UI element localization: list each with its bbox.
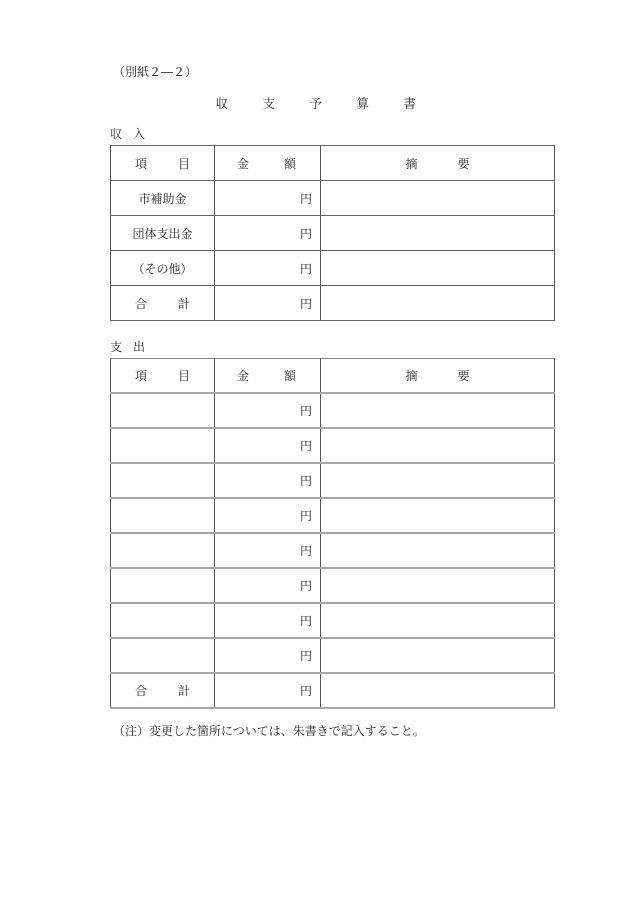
title-char: 算 — [356, 96, 370, 111]
total-summary-cell[interactable] — [321, 673, 555, 708]
table-header-row — [111, 146, 555, 181]
table-row — [111, 216, 555, 251]
amount-cell[interactable]: 円 — [215, 428, 321, 463]
summary-cell[interactable] — [321, 498, 555, 533]
summary-cell[interactable] — [321, 251, 555, 286]
summary-cell[interactable] — [321, 216, 555, 251]
total-label-cell: 合 計 — [111, 286, 215, 321]
table-header-row — [111, 359, 555, 394]
header-item: 項 目 — [111, 359, 215, 394]
amount-cell[interactable]: 円 — [215, 463, 321, 498]
table-row — [111, 533, 555, 568]
document-title — [0, 94, 630, 112]
table-row — [111, 568, 555, 603]
amount-cell[interactable]: 円 — [215, 498, 321, 533]
title-char: 支 — [262, 96, 276, 111]
amount-cell[interactable]: 円 — [215, 638, 321, 673]
table-row — [111, 181, 555, 216]
table-row — [111, 251, 555, 286]
table-row — [111, 638, 555, 673]
summary-cell[interactable] — [321, 603, 555, 638]
total-summary-cell[interactable] — [321, 286, 555, 321]
total-amount-cell[interactable]: 円 — [215, 673, 321, 708]
total-row — [111, 286, 555, 321]
item-cell[interactable] — [111, 638, 215, 673]
amount-cell[interactable]: 円 — [215, 393, 321, 428]
table-row — [111, 498, 555, 533]
total-row — [111, 673, 555, 708]
item-cell[interactable]: 市補助金 — [111, 181, 215, 216]
summary-cell[interactable] — [321, 393, 555, 428]
item-cell[interactable] — [111, 463, 215, 498]
income-table — [110, 145, 555, 321]
header-amount: 金 額 — [215, 359, 321, 394]
summary-cell[interactable] — [321, 568, 555, 603]
header-amount: 金 額 — [215, 146, 321, 181]
amount-cell[interactable]: 円 — [215, 603, 321, 638]
item-cell[interactable] — [111, 568, 215, 603]
expense-section-label: 支出 — [110, 340, 157, 354]
summary-cell[interactable] — [321, 181, 555, 216]
header-summary: 摘 要 — [321, 146, 555, 181]
item-cell[interactable] — [111, 498, 215, 533]
header-item: 項 目 — [111, 146, 215, 181]
amount-cell[interactable]: 円 — [215, 533, 321, 568]
amount-cell[interactable]: 円 — [215, 568, 321, 603]
item-cell[interactable] — [111, 393, 215, 428]
header-summary: 摘 要 — [321, 359, 555, 394]
amount-cell[interactable]: 円 — [215, 181, 321, 216]
summary-cell[interactable] — [321, 638, 555, 673]
table-row — [111, 428, 555, 463]
summary-cell[interactable] — [321, 463, 555, 498]
title-char: 書 — [403, 96, 417, 111]
item-cell[interactable] — [111, 428, 215, 463]
income-section-label: 収入 — [110, 127, 157, 141]
summary-cell[interactable] — [321, 533, 555, 568]
item-cell[interactable]: 団体支出金 — [111, 216, 215, 251]
expense-table — [110, 358, 555, 709]
item-cell[interactable] — [111, 603, 215, 638]
table-row — [111, 463, 555, 498]
total-label-cell: 合 計 — [111, 673, 215, 708]
total-amount-cell[interactable]: 円 — [215, 286, 321, 321]
footnote: （注）変更した箇所については、朱書きで記入すること。 — [113, 724, 425, 738]
title-char: 収 — [215, 96, 229, 111]
title-char: 予 — [309, 96, 323, 111]
annex-label: （別紙２―２） — [113, 65, 198, 79]
summary-cell[interactable] — [321, 428, 555, 463]
table-row — [111, 393, 555, 428]
item-cell[interactable] — [111, 533, 215, 568]
item-cell[interactable]: （その他） — [111, 251, 215, 286]
amount-cell[interactable]: 円 — [215, 251, 321, 286]
amount-cell[interactable]: 円 — [215, 216, 321, 251]
table-row — [111, 603, 555, 638]
